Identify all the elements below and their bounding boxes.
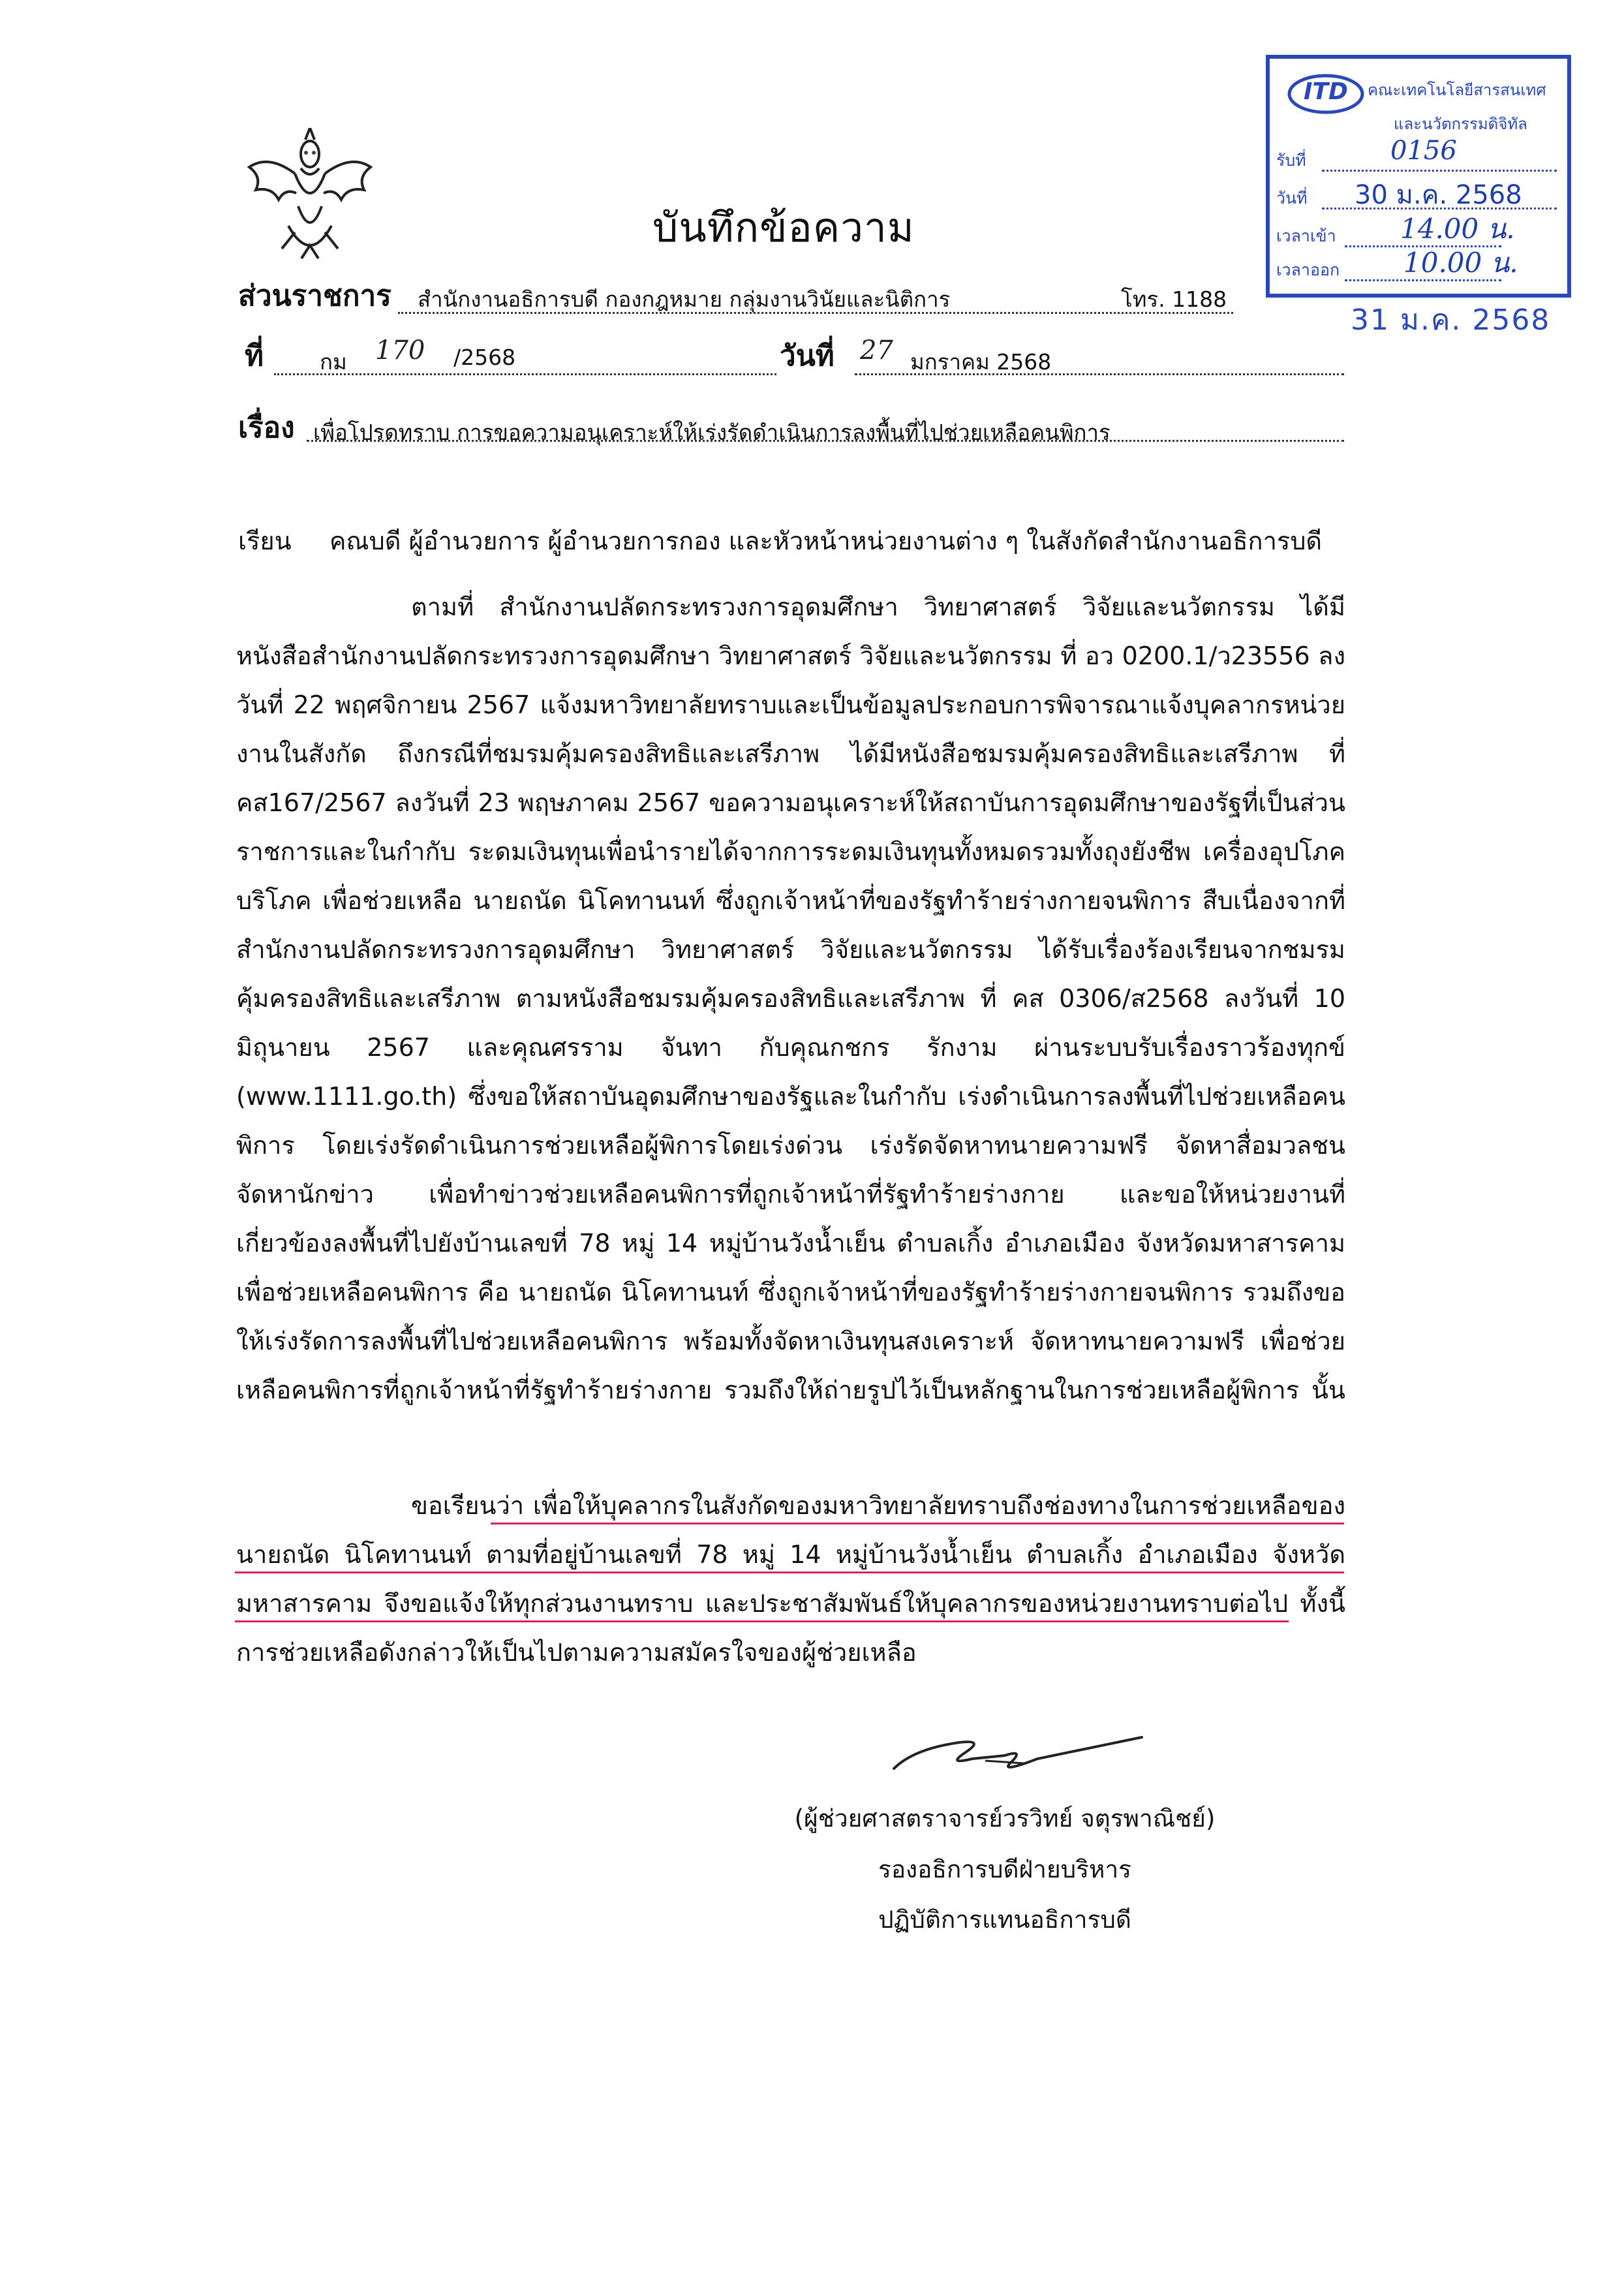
stamp-logo-text: ITD bbox=[1304, 78, 1348, 105]
ref-year: /2568 bbox=[453, 345, 516, 370]
body-paragraph-1: ตามที่ สำนักงานปลัดกระทรวงการอุดมศึกษา วิทยาศาสตร์ วิจัยและนวัตกรรม ได้มีหนังสือสำนักงานปลัดกระทรวงการอุดมศึกษา วิทยาศาสตร์ วิจัยและนวัตกรรม ที่ อว 0200.1/ว23556 ลงวันที่ 22 พฤศจิกายน 2567 แจ้งมหาวิทยาลัยทราบและเป็นข้อมูลประกอบการพิจารณาแจ้งบุคลากรหน่วยงานในสังกัด ถึงกรณีที่ชมรมคุ้มครองสิทธิและเสรีภาพ ได้มีหนังสือชมรมคุ้มครองสิทธิและเสรีภาพ ที่ คส167/2567 ลงวันที่ 23 พฤษภาคม 2567 ขอความอนุเคราะห์ให้สถาบันการอุดมศึกษาของรัฐที่เป็นส่วนราชการและในกำกับ ระดมเงินทุนเพื่อนำรายได้จากการระดมเงินทุนทั้งหมดรวมทั้งถุงยังชีพ เครื่องอุปโภค บริโภค เพื่อช่วยเหลือ นายถนัด นิโคทานนท์ ซึ่งถูกเจ้าหน้าที่ของรัฐทำร้ายร่างกายจนพิการ สืบเนื่องจากที่สำนักงานปลัดกระทรวงการอุดมศึกษา วิทยาศาสตร์ วิจัยและนวัตกรรม ได้รับเรื่องร้องเรียนจากชมรมคุ้มครองสิทธิและเสรีภาพ ตามหนังสือชมรมคุ้มครองสิทธิและเสรีภาพ ที่ คส 0306/ส2568 ลงวันที่ 10 มิถุนายน 2567 และคุณศรราม จันทา กับคุณกชกร รักงาม ผ่านระบบรับเรื่องราวร้องทุกข์ (www.1111.go.th) ซึ่งขอให้สถาบันอุดมศึกษาของรัฐและในกำกับ เร่งดำเนินการลงพื้นที่ไปช่วยเหลือคนพิการ โดยเร่งรัดดำเนินการช่วยเหลือผู้พิการโดยเร่งด่วน เร่งรัดจัดหาทนายความฟรี จัดหาสื่อมวลชน จัดหานักข่าว เพื่อทำข่าวช่วยเหลือคนพิการที่ถูกเจ้าหน้าที่รัฐทำร้ายร่างกาย และขอให้หน่วยงานที่เกี่ยวข้องลงพื้นที่ไปยังบ้านเลขที่ 78 หมู่ 14 หมู่บ้านวังน้ำเย็น ตำบลเกิ้ง อำเภอเมือง จังหวัดมหาสารคาม เพื่อช่วยเหลือคนพิการ คือ นายถนัด นิโคทานนท์ ซึ่งถูกเจ้าหน้าที่ของรัฐทำร้ายร่างกายจนพิการ รวมถึงขอให้เร่งรัดการลงพื้นที่ไปช่วยเหลือคนพิการ พร้อมทั้งจัดหาเงินทุนสงเคราะห์ จัดหาทนายความฟรี เพื่อช่วยเหลือคนพิการที่ถูกเจ้าหน้าที่รัฐทำร้ายร่างกาย รวมถึงให้ถ่ายรูปไว้เป็นหลักฐานในการช่วยเหลือผู้พิการ นั้น bbox=[236, 593, 1345, 1404]
receiving-stamp bbox=[1266, 55, 1571, 298]
subject-value: เพื่อโปรดทราบ การขอความอนุเคราะห์ให้เร่งรัดดำเนินการลงพื้นที่ไปช่วยเหลือคนพิการ bbox=[313, 420, 1111, 445]
to-value: คณบดี ผู้อำนวยการ ผู้อำนวยการกอง และหัวหน้าหน่วยงานต่าง ๆ ในสังกัดสำนักงานอธิการบดี bbox=[329, 527, 1323, 555]
date-day: 27 bbox=[860, 335, 893, 365]
date-month-year: มกราคม 2568 bbox=[910, 349, 1052, 375]
red-underline-2 bbox=[235, 1571, 1344, 1573]
to-label: เรียน bbox=[238, 527, 292, 555]
ref-label: ที่ bbox=[245, 339, 264, 373]
red-underline-3 bbox=[235, 1620, 1289, 1622]
memo-title: บันทึกข้อความ bbox=[652, 204, 915, 251]
stamp-date-label: วันที่ bbox=[1276, 189, 1308, 208]
stamp-time-in-value: 14.00 น. bbox=[1400, 213, 1515, 245]
stamp-org-line1: คณะเทคโนโลยีสารสนเทศ bbox=[1368, 81, 1546, 99]
ref-prefix: กม bbox=[320, 349, 347, 375]
department-dotted-line bbox=[398, 312, 1233, 314]
signatory-name: (ผู้ช่วยศาสตราจารย์วรวิทย์ จตุรพาณิชย์) bbox=[794, 1804, 1216, 1833]
stamp-received-value: 0156 bbox=[1390, 136, 1457, 166]
stamp-org-line2: และนวัตกรรมดิจิทัล bbox=[1394, 115, 1527, 133]
stamp-time-out-value: 10.00 น. bbox=[1403, 247, 1518, 279]
department-value: สำนักงานอธิการบดี กองกฎหมาย กลุ่มงานวินัยและนิติการ bbox=[418, 286, 951, 312]
department-label: ส่วนราชการ bbox=[238, 279, 391, 313]
handwritten-signature bbox=[887, 1723, 1148, 1782]
stamp-received-dots bbox=[1322, 170, 1557, 172]
date-dotted-line bbox=[855, 373, 1344, 375]
stamp-time-in-label: เวลาเข้า bbox=[1276, 226, 1336, 245]
subject-dotted-line bbox=[307, 440, 1344, 442]
garuda-emblem-icon bbox=[243, 128, 377, 265]
stamp-received-label: รับที่ bbox=[1276, 151, 1306, 170]
body-paragraph-2: ขอเรียนว่า เพื่อให้บุคลากรในสังกัดของมหาวิทยาลัยทราบถึงช่องทางในการช่วยเหลือของ นายถนัด นิโคทานนท์ ตามที่อยู่บ้านเลขที่ 78 หมู่ 14 หมู่บ้านวังน้ำเย็น ตำบลเกิ้ง อำเภอเมือง จังหวัดมหาสารคาม จึงขอแจ้งให้ทุกส่วนงานทราบ และประชาสัมพันธ์ให้บุคลากรของหน่วยงานทราบต่อไป ทั้งนี้การช่วยเหลือดังกล่าวให้เป็นไปตามความสมัครใจของผู้ช่วยเหลือ bbox=[236, 1491, 1345, 1667]
stamp-time-out-label: เวลาออก bbox=[1276, 260, 1340, 279]
ref-number: 170 bbox=[375, 335, 425, 365]
signatory-acting: ปฏิบัติการแทนอธิการบดี bbox=[878, 1906, 1131, 1934]
red-underline-1 bbox=[491, 1523, 1344, 1524]
signatory-position: รองอธิการบดีฝ่ายบริหาร bbox=[878, 1855, 1132, 1883]
stamp-date-value: 30 ม.ค. 2568 bbox=[1355, 180, 1522, 210]
date-stamp: 31 ม.ค. 2568 bbox=[1351, 303, 1551, 337]
phone-number: โทร. 1188 bbox=[1121, 286, 1227, 312]
ref-dotted-line bbox=[274, 373, 776, 375]
subject-label: เรื่อง bbox=[238, 411, 295, 444]
date-label: วันที่ bbox=[780, 339, 835, 373]
